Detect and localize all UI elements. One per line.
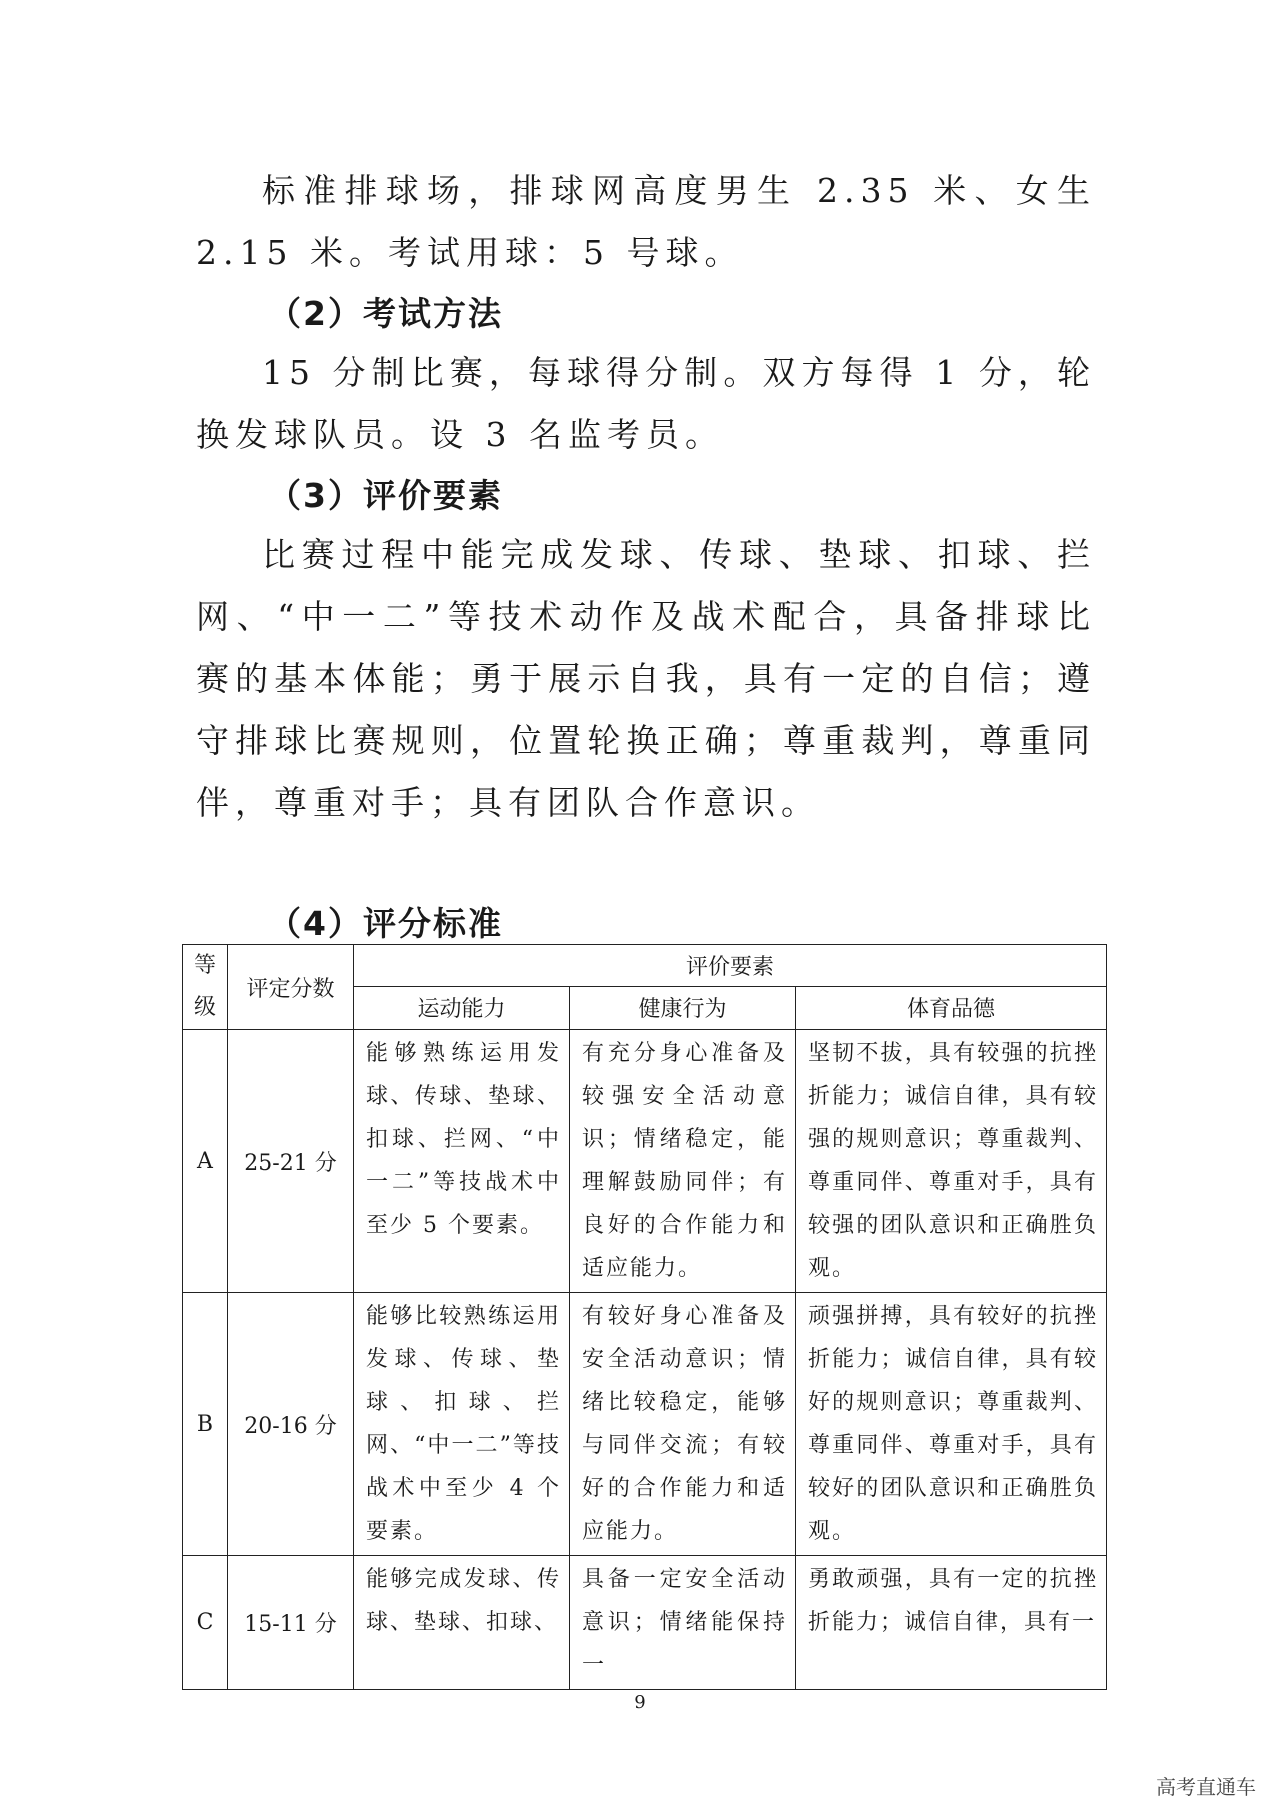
- row-motor-ability: 能够比较熟练运用发球、传球、垫球、扣球、拦网、“中一二”等技战术中至少 4 个要素。: [366, 1304, 561, 1544]
- watermark-text: 高考直通车: [1156, 1775, 1256, 1799]
- header-motor-ability: 运动能力: [354, 986, 570, 1029]
- row-sports-ethics: 坚韧不拔，具有较强的抗挫折能力；诚信自律，具有较强的规则意识；尊重裁判、尊重同伴、尊重对手，具有较强的团队意识和正确胜负观。: [808, 1041, 1098, 1281]
- row-score: 15-11 分: [228, 1556, 354, 1690]
- row-level: A: [183, 1030, 228, 1293]
- row-health-behavior: 具备一定安全活动意识；情绪能保持一: [582, 1567, 787, 1678]
- paragraph-exam-method: 15 分制比赛，每球得分制。双方每得 1 分，轮换发球队员。设 3 名监考员。: [196, 353, 1096, 454]
- row-motor-ability: 能够完成发球、传球、垫球、扣球、: [366, 1567, 561, 1635]
- table-row: [183, 1030, 1107, 1293]
- paragraph-evaluation-elements: 比赛过程中能完成发球、传球、垫球、扣球、拦网、“中一二”等技术动作及战术配合，具备排球比赛的基本体能；勇于展示自我，具有一定的自信；遵守排球比赛规则，位置轮换正确；尊重裁判，尊重同伴，尊重对手；具有团队合作意识。: [196, 535, 1096, 822]
- table-row: [183, 1556, 1107, 1690]
- heading-scoring-standard: （4）评分标准: [268, 904, 503, 943]
- header-evaluation-group: 评价要素: [354, 945, 1107, 987]
- scoring-table: [182, 944, 1107, 1690]
- row-sports-ethics: 勇敢顽强，具有一定的抗挫折能力；诚信自律，具有一: [808, 1567, 1098, 1635]
- table-header-row: [183, 945, 1107, 987]
- heading-evaluation-elements: （3）评价要素: [268, 476, 503, 515]
- row-score: 25-21 分: [228, 1030, 354, 1293]
- table-row: [183, 1293, 1107, 1556]
- row-level: C: [183, 1556, 228, 1690]
- header-health-behavior: 健康行为: [570, 986, 796, 1029]
- header-level: 等 级: [183, 945, 228, 1030]
- header-score: 评定分数: [228, 945, 354, 1030]
- header-sports-ethics: 体育品德: [796, 986, 1107, 1029]
- row-level: B: [183, 1293, 228, 1556]
- row-health-behavior: 有较好身心准备及安全活动意识；情绪比较稳定，能够与同伴交流；有较好的合作能力和适应能力。: [582, 1304, 787, 1544]
- row-sports-ethics: 顽强拼搏，具有较好的抗挫折能力；诚信自律，具有较好的规则意识；尊重裁判、尊重同伴、尊重对手，具有较好的团队意识和正确胜负观。: [808, 1304, 1098, 1544]
- paragraph-venue: 标准排球场，排球网高度男生 2.35 米、女生 2.15 米。考试用球：5 号球。: [196, 171, 1096, 272]
- heading-exam-method: （2）考试方法: [268, 294, 503, 333]
- row-score: 20-16 分: [228, 1293, 354, 1556]
- row-health-behavior: 有充分身心准备及较强安全活动意识；情绪稳定，能理解鼓励同伴；有良好的合作能力和适应能力。: [582, 1041, 787, 1281]
- row-motor-ability: 能够熟练运用发球、传球、垫球、扣球、拦网、“中一二”等技战术中至少 5 个要素。: [366, 1041, 561, 1238]
- page-number: 9: [634, 1692, 646, 1713]
